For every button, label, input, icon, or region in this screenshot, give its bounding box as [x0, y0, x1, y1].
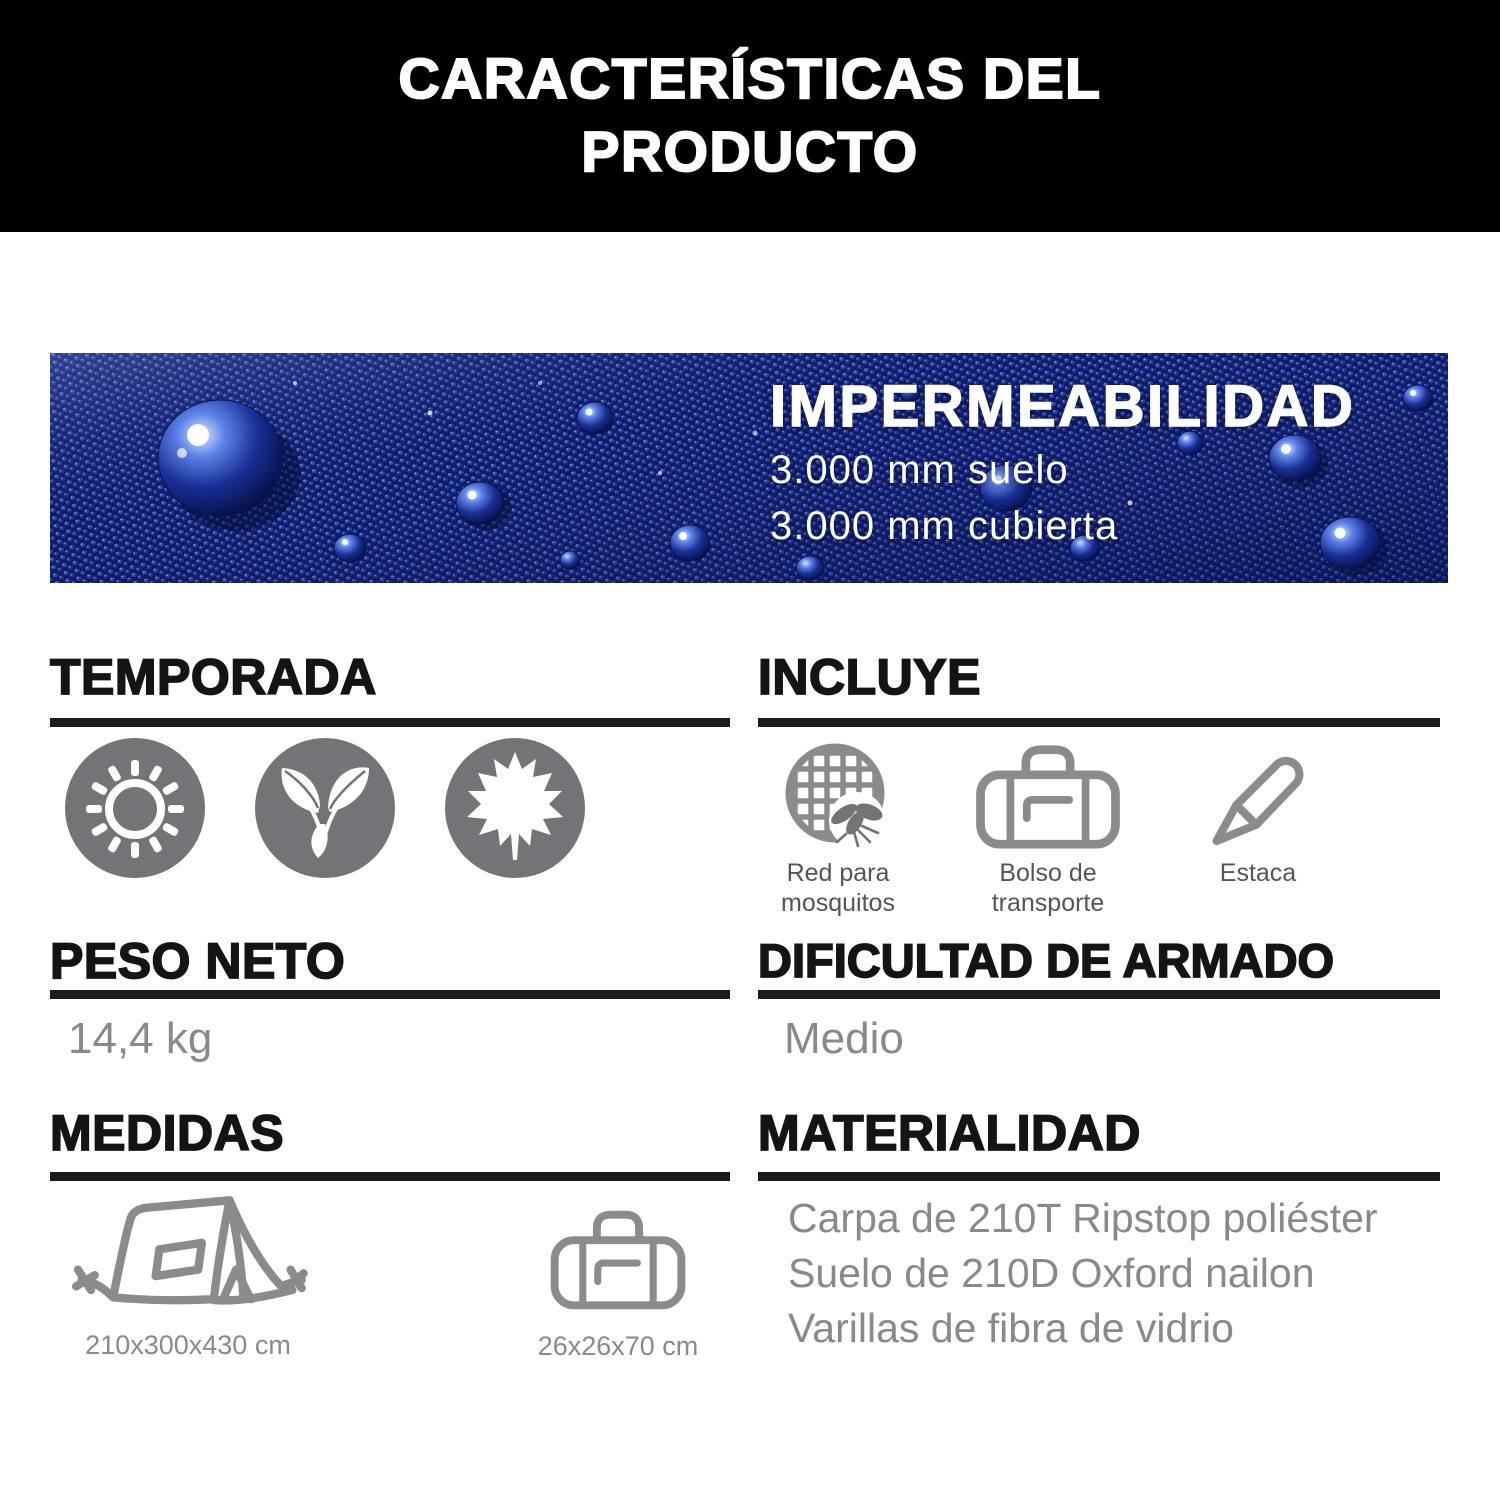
section-title-dificultad: DIFICULTAD DE ARMADO	[758, 934, 1335, 987]
banner-title: IMPERMEABILIDAD	[770, 374, 1356, 439]
divider	[758, 990, 1440, 999]
section-materialidad	[758, 1104, 1440, 1360]
divider	[758, 1172, 1440, 1181]
net-weight-value: 14,4 kg	[68, 1014, 213, 1063]
included-item-label: Estaca	[1219, 859, 1297, 887]
tent-dimensions-label: 210x300x430 cm	[85, 1330, 291, 1360]
material-line: Varillas de fibra de vidrio	[788, 1305, 1234, 1351]
section-incluye	[758, 648, 1440, 918]
section-temporada	[50, 648, 730, 878]
included-item-label: Red para mosquitos	[781, 859, 895, 917]
waterproof-banner	[50, 353, 1448, 583]
section-title-peso-neto: PESO NETO	[50, 933, 346, 989]
included-item-label: Bolso de transporte	[991, 859, 1105, 917]
section-medidas	[50, 1104, 730, 1362]
stake-icon	[1198, 742, 1318, 850]
divider	[758, 718, 1440, 727]
included-item-bag	[943, 742, 1153, 918]
included-items-row	[733, 742, 1440, 918]
duffel-bag-icon	[543, 1205, 693, 1315]
page-title-line1: CARACTERÍSTICAS DEL	[398, 47, 1102, 112]
included-item-stake	[1153, 742, 1363, 918]
banner-spec-floor: 3.000 mm suelo	[770, 447, 1069, 492]
section-title-materialidad: MATERIALIDAD	[758, 1105, 1141, 1161]
spring-sprout-icon	[255, 738, 395, 878]
material-line: Suelo de 210D Oxford nailon	[788, 1250, 1315, 1296]
section-title-temporada: TEMPORADA	[50, 649, 377, 705]
divider	[50, 718, 730, 727]
duffel-bag-icon	[973, 742, 1123, 850]
autumn-maple-leaf-icon	[445, 738, 585, 878]
section-title-medidas: MEDIDAS	[50, 1105, 285, 1161]
section-peso-neto	[50, 932, 730, 1064]
dimension-item-bag	[533, 1192, 703, 1362]
divider	[50, 990, 730, 999]
dimensions-row	[50, 1192, 730, 1362]
bag-dimensions-label: 26x26x70 cm	[537, 1331, 699, 1361]
season-icons-row	[50, 738, 730, 878]
assembly-difficulty-value: Medio	[784, 1014, 904, 1063]
dimension-item-tent	[68, 1192, 308, 1361]
tent-icon	[63, 1192, 313, 1314]
banner-spec-cover: 3.000 mm cubierta	[770, 504, 1119, 549]
summer-sun-icon	[65, 738, 205, 878]
divider	[50, 1172, 730, 1181]
material-line: Carpa de 210T Ripstop poliéster	[788, 1195, 1378, 1241]
header-banner	[0, 0, 1500, 232]
page-title	[398, 43, 1101, 189]
included-item-mosquito-net	[733, 742, 943, 918]
banner-text	[770, 374, 1356, 550]
section-title-incluye: INCLUYE	[758, 649, 981, 705]
materials-list	[758, 1195, 1440, 1351]
section-dificultad	[758, 932, 1440, 1064]
mosquito-net-icon	[784, 742, 892, 850]
page-title-line2: PRODUCTO	[581, 120, 919, 184]
